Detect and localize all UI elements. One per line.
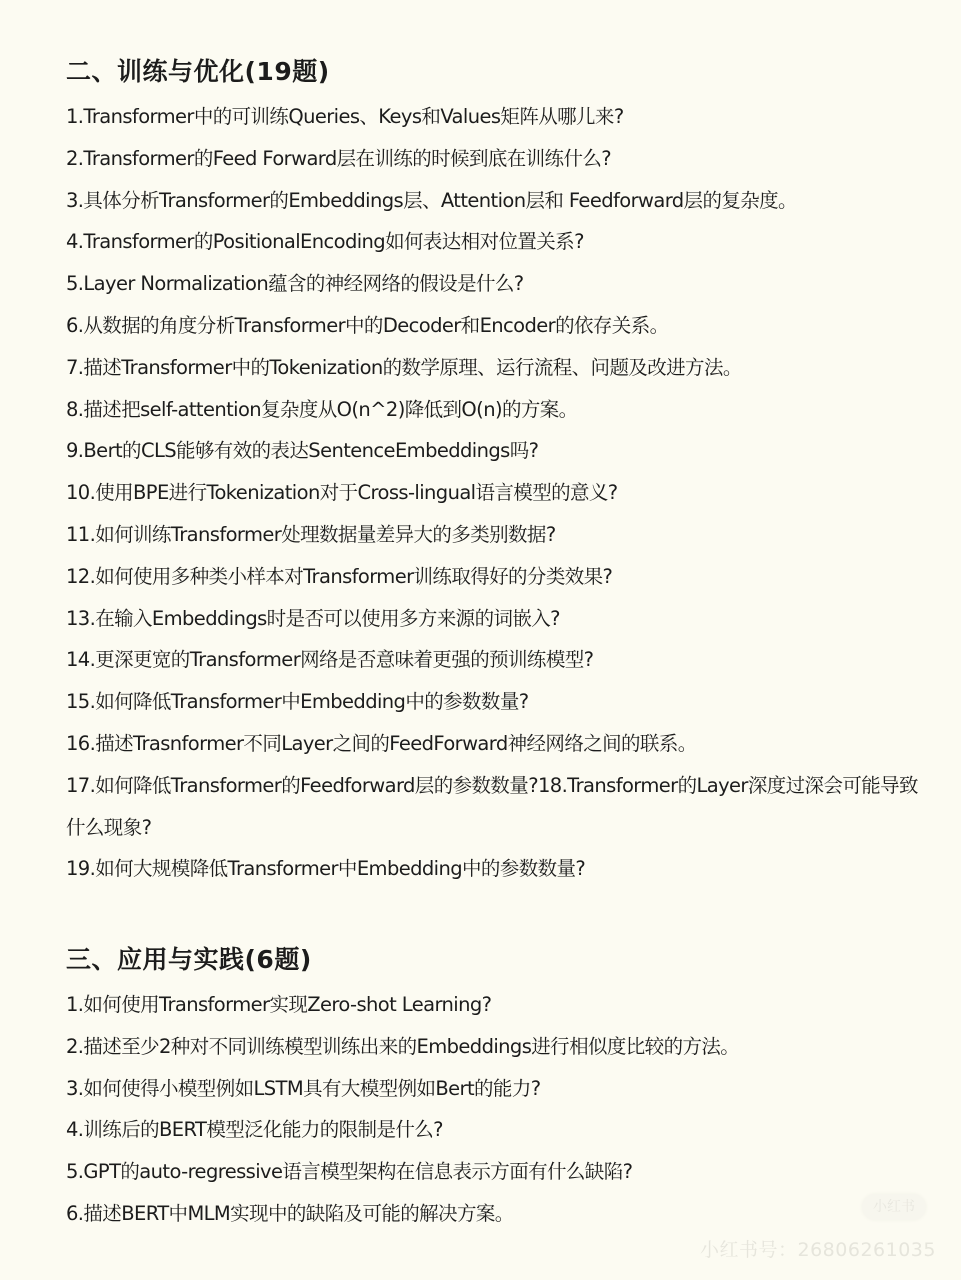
question-item: 6.从数据的角度分析Transformer中的Decoder和Encoder的依存关系。 bbox=[66, 313, 669, 337]
question-item: 4.训练后的BERT模型泛化能力的限制是什么? bbox=[66, 1118, 443, 1142]
question-item: 5.GPT的auto-regressive语言模型架构在信息表示方面有什么缺陷? bbox=[66, 1160, 633, 1184]
question-item: 2.描述至少2种对不同训练模型训练出来的Embeddings进行相似度比较的方法。 bbox=[66, 1034, 740, 1058]
question-item: 1.Transformer中的可训练Queries、Keys和Values矩阵从哪儿来? bbox=[66, 105, 624, 128]
section-title: 二、训练与优化(19题) bbox=[66, 57, 330, 86]
watermark-badge: 小红书 bbox=[862, 1194, 926, 1220]
section-training-optimization bbox=[66, 52, 921, 890]
question-item: 13.在输入Embeddings时是否可以使用多方来源的词嵌入? bbox=[66, 606, 560, 630]
question-item: 4.Transformer的PositionalEncoding如何表达相对位置关系? bbox=[66, 230, 584, 254]
question-list bbox=[66, 984, 921, 1235]
section-title: 三、应用与实践(6题) bbox=[66, 945, 312, 974]
question-list bbox=[66, 96, 921, 890]
question-item: 16.描述Trasnformer不同Layer之间的FeedForward神经网络之间的联系。 bbox=[66, 731, 697, 755]
question-item: 12.如何使用多种类小样本对Transformer训练取得好的分类效果? bbox=[66, 564, 613, 588]
question-item: 3.如何使得小模型例如LSTM具有大模型例如Bert的能力? bbox=[66, 1076, 541, 1100]
question-item: 1.如何使用Transformer实现Zero-shot Learning? bbox=[66, 993, 492, 1016]
question-item: 2.Transformer的Feed Forward层在训练的时候到底在训练什么? bbox=[66, 146, 612, 170]
question-item: 7.描述Transformer中的Tokenization的数学原理、运行流程、问题及改进方法。 bbox=[66, 355, 742, 379]
question-item: 9.Bert的CLS能够有效的表达SentenceEmbeddings吗? bbox=[66, 439, 539, 463]
question-item: 11.如何训练Transformer处理数据量差异大的多类别数据? bbox=[66, 522, 556, 546]
question-item: 3.具体分析Transformer的Embeddings层、Attention层和 Feedforward层的复杂度。 bbox=[66, 188, 797, 212]
question-item: 5.Layer Normalization蕴含的神经网络的假设是什么? bbox=[66, 272, 524, 296]
question-item: 15.如何降低Transformer中Embedding中的参数数量? bbox=[66, 690, 529, 714]
question-item: 17.如何降低Transformer的Feedforward层的参数数量?18.Transformer的Layer深度过深会可能导致什么现象? bbox=[66, 773, 918, 839]
question-item: 19.如何大规模降低Transformer中Embedding中的参数数量? bbox=[66, 857, 586, 881]
question-item: 8.描述把self-attention复杂度从O(n^2)降低到O(n)的方案。 bbox=[66, 397, 578, 421]
question-item: 6.描述BERT中MLM实现中的缺陷及可能的解决方案。 bbox=[66, 1201, 514, 1225]
question-item: 14.更深更宽的Transformer网络是否意味着更强的预训练模型? bbox=[66, 648, 594, 672]
watermark-text: 小红书号：26806261035 bbox=[700, 1239, 936, 1261]
question-item: 10.使用BPE进行Tokenization对于Cross-lingual语言模型的意义? bbox=[66, 481, 618, 505]
section-application-practice bbox=[66, 940, 921, 1235]
